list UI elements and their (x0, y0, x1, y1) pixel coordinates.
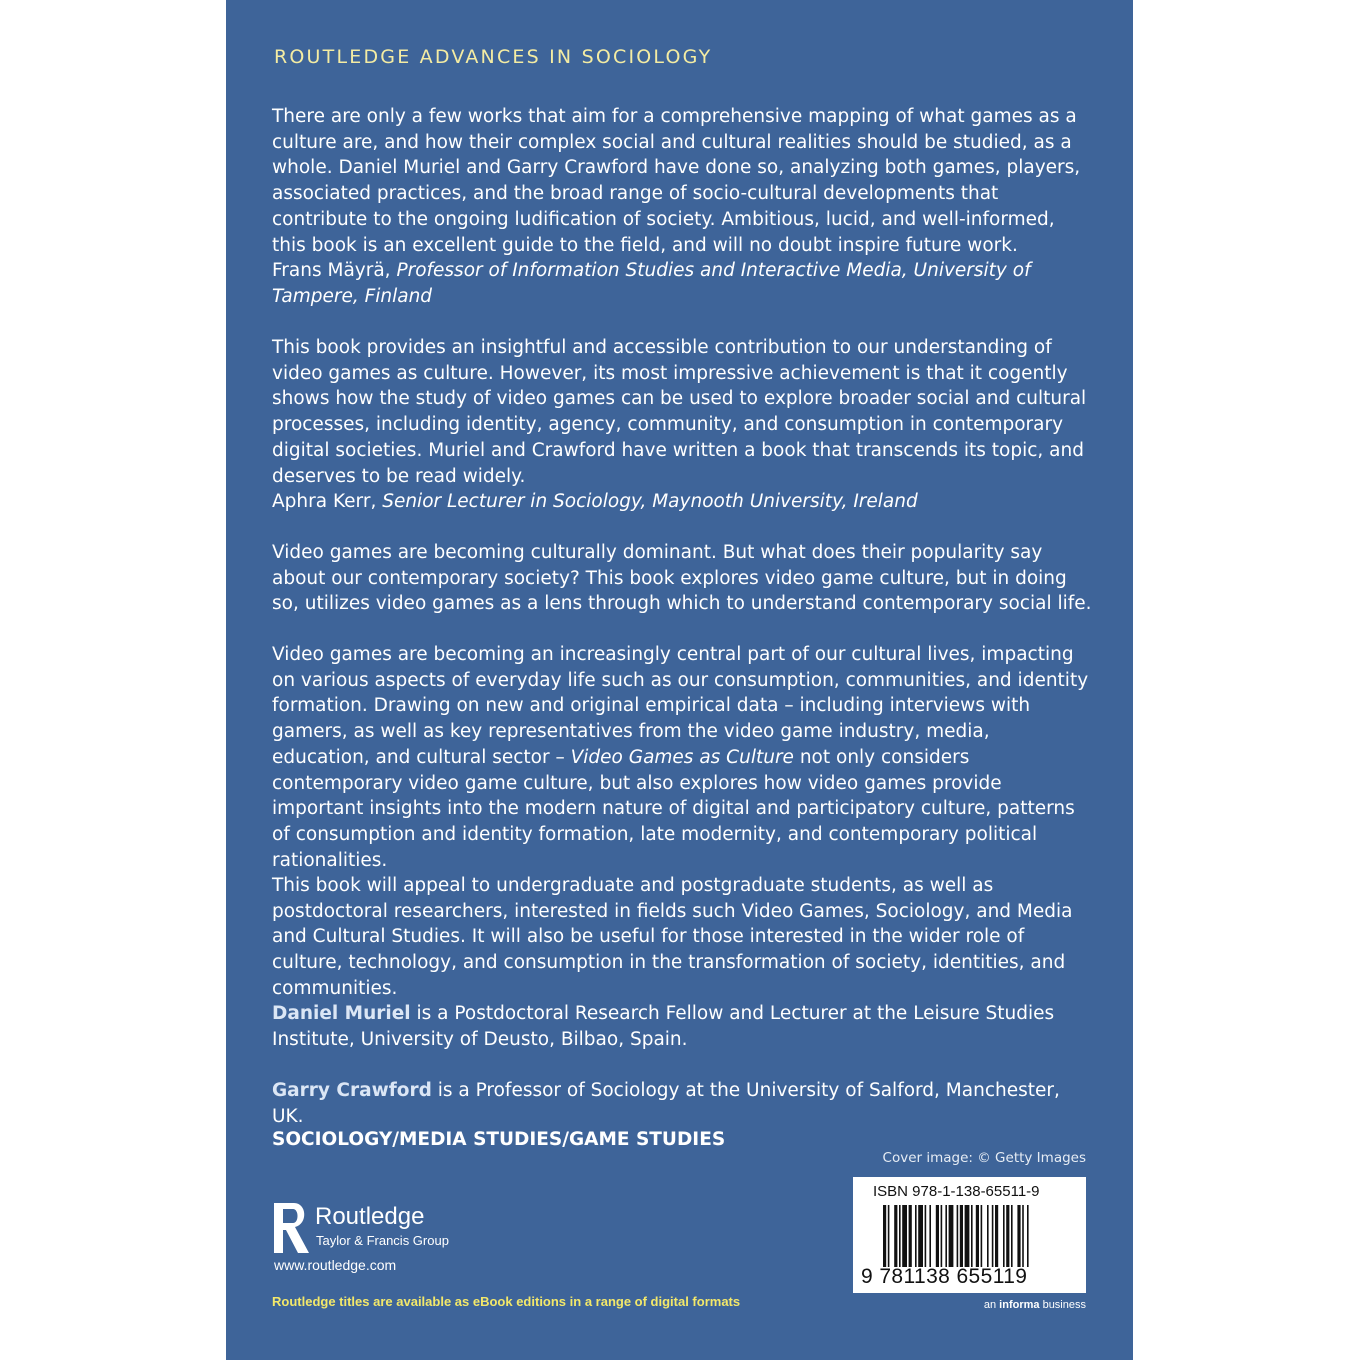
endorsement-1-quote: There are only a few works that aim for a comprehensive mapping of what games as a culture are, and how their complex social and cultural realities should be studied, as a whole. Daniel Muriel and Garry Crawford have done so, analyzing both games, players, associated practices, and the broad range of socio-cultural developments that contribute to the ongoing ludification of society. Ambitious, lucid, and well-informed, this book is an excellent guide to the field, and will no doubt inspire future work. (272, 106, 1081, 256)
endorsement-2-affiliation: Senior Lecturer in Sociology, Maynooth University, Ireland (382, 491, 918, 513)
author-bio-2 (272, 1078, 1092, 1129)
informa-business (984, 1299, 1086, 1311)
informa-prefix: an (983, 1299, 1000, 1311)
series-title: ROUTLEDGE ADVANCES IN SOCIOLOGY (274, 46, 713, 68)
endorsement-2: This book provides an insightful and accessible contribution to our understanding of video games as culture. However, its most impressive achievement is that it cogently shows how the study of video games can be used to explore broader social and cultural processes, including identity, agency, community, and consumption in contemporary digital societies. Muriel and Crawford have written a book that transcends its topic, and deserves to be read widely. Aphra Kerr, Senior Lecturer in Sociology, Maynooth University, Ireland (272, 337, 1087, 513)
book-title-inline: Video Games as Culture (570, 746, 794, 768)
endorsement-2-author: Aphra Kerr (272, 491, 371, 513)
blurb-2-text-before: Video games are becoming an increasingly central part of our cultural lives, impacting on various aspects of everyday life such as our consumption, communities, and identity formation. Drawing on new and original empirical data – including interviews with gamers, as well as key representatives from the video game industry, media, education, and cultural sector – (272, 644, 1089, 768)
blurb-paragraph-1: Video games are becoming culturally dominant. But what does their popularity say about our contemporary society? This book explores video game culture, but in doing so, utilizes video games as a lens through which to understand contemporary social life. (272, 542, 1092, 615)
cover-credit: Cover image: © Getty Images (882, 1150, 1086, 1166)
author-2-bio: is a Professor of Sociology at the University of Salford, Manchester, UK. (272, 1080, 1060, 1127)
back-cover (226, 0, 1133, 1360)
author-bio-1 (272, 1001, 1092, 1052)
endorsement-1: There are only a few works that aim for a comprehensive mapping of what games as a culture are, and how their complex social and cultural realities should be studied, as a whole. Daniel Muriel and Garry Crawford have done so, analyzing both games, players, associated practices, and the broad range of socio-cultural developments that contribute to the ongoing ludification of society. Ambitious, lucid, and well-informed, this book is an excellent guide to the field, and will no doubt inspire future work. Frans Mäyrä, Professor of Information Studies and Interactive Media, University of Tampere, Finland (272, 106, 1081, 307)
barcode-icon (883, 1205, 1073, 1267)
author-1-bio: is a Postdoctoral Research Fellow and Lecturer at the Leisure Studies Institute, University of Deusto, Bilbao, Spain. (272, 1003, 1055, 1050)
endorsement-1-affiliation: Professor of Information Studies and Interactive Media, University of Tampere, Finland (272, 260, 1031, 307)
isbn-barcode (853, 1177, 1086, 1293)
informa-suffix: business (1039, 1299, 1086, 1311)
author-2-name: Garry Crawford (272, 1080, 432, 1101)
blurb-2-text-after: not only considers contemporary video game culture, but also explores how video games provide important insights into the modern nature of digital and participatory culture, patterns of consumption and identity formation, late modernity, and contemporary political rationalities. (272, 746, 1075, 871)
publisher-name: Routledge (315, 1203, 425, 1230)
isbn-label: ISBN 978-1-138-65511-9 (873, 1183, 1040, 1200)
endorsement-2-quote: This book provides an insightful and accessible contribution to our understanding of video games as culture. However, its most impressive achievement is that it cogently shows how the study of video games can be used to explore broader social and cultural processes, including identity, agency, community, and consumption in contemporary digital societies. Muriel and Crawford have written a book that transcends its topic, and deserves to be read widely. (272, 337, 1087, 487)
blurb-paragraph-2 (272, 642, 1092, 873)
subject-categories: SOCIOLOGY/MEDIA STUDIES/GAME STUDIES (272, 1129, 726, 1150)
informa-brand: informa (999, 1299, 1040, 1311)
endorsement-1-author: Frans Mäyrä (272, 260, 385, 282)
publisher-website[interactable]: www.routledge.com (274, 1257, 397, 1273)
ebook-note: Routledge titles are available as eBook editions in a range of digital formats (272, 1294, 741, 1309)
routledge-logo-icon (274, 1203, 310, 1253)
publisher-group: Taylor & Francis Group (316, 1233, 449, 1248)
blurb-paragraph-3: This book will appeal to undergraduate and postgraduate students, as well as postdoctoral researchers, interested in fields such Video Games, Sociology, and Media and Cultural Studies. It will also be useful for those interested in the wider role of culture, technology, and consumption in the transformation of society, identities, and communities. (272, 875, 1073, 999)
author-1-name: Daniel Muriel (272, 1003, 411, 1024)
barcode-digits: 9 781138 655119 (861, 1265, 1028, 1288)
